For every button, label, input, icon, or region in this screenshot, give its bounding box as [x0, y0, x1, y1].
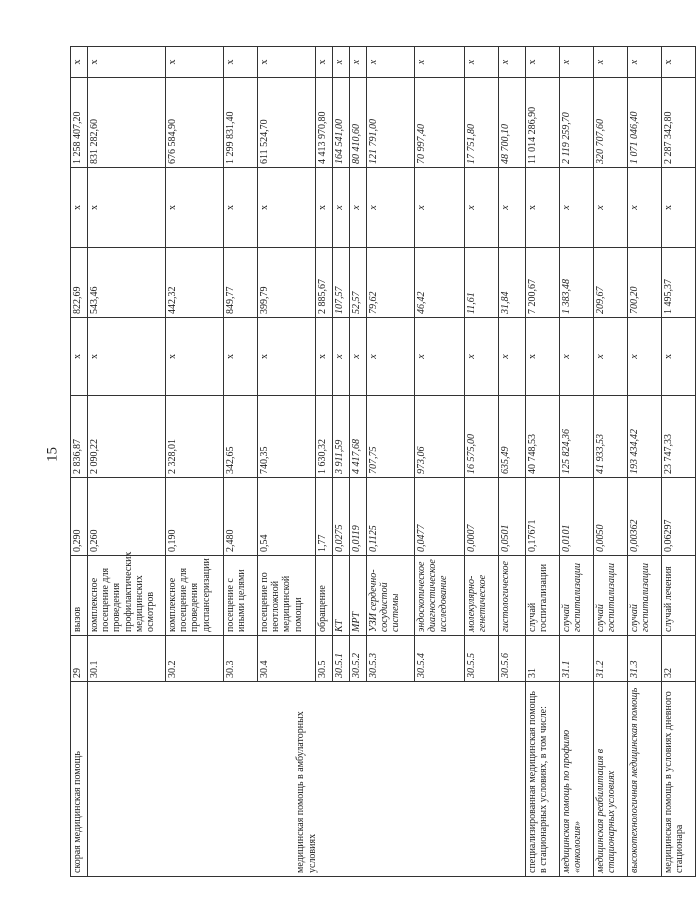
row-col7: 107,57 — [333, 248, 350, 318]
row-label: медицинская помощь в условиях дневного стационара — [662, 682, 696, 877]
row-unit: обращение — [316, 556, 333, 636]
row-cost: 2 836,87 — [71, 396, 88, 478]
row-col8: x — [526, 168, 560, 248]
row-unit: случай госпитализации — [628, 556, 662, 636]
row-col9: 1 299 831,40 — [224, 78, 258, 168]
row-unit: случай госпитализации — [526, 556, 560, 636]
row-col6: x — [166, 318, 224, 396]
row-norm: 0,0050 — [594, 478, 628, 556]
row-col8: x — [560, 168, 594, 248]
row-col7: 46,42 — [415, 248, 465, 318]
row-col8: x — [350, 168, 367, 248]
row-col10: x — [662, 47, 696, 78]
row-unit: случай госпитализации — [560, 556, 594, 636]
row-col8: x — [628, 168, 662, 248]
row-col6: x — [71, 318, 88, 396]
row-norm: 0,0477 — [415, 478, 465, 556]
row-cost: 3 911,59 — [333, 396, 350, 478]
row-col9: 11 014 286,90 — [526, 78, 560, 168]
row-col9: 611 524,70 — [258, 78, 316, 168]
row-col10: x — [526, 47, 560, 78]
row-col8: x — [224, 168, 258, 248]
row-cost: 16 575,00 — [465, 396, 499, 478]
row-norm: 0,0101 — [560, 478, 594, 556]
row-col6: x — [499, 318, 526, 396]
row-col8: x — [258, 168, 316, 248]
row-code: 32 — [662, 636, 696, 682]
table-row — [594, 47, 628, 877]
financing-table — [70, 46, 696, 877]
row-code: 31.2 — [594, 636, 628, 682]
row-unit: эндоскопическое диагностическое исследование — [415, 556, 465, 636]
row-col9: 320 707,60 — [594, 78, 628, 168]
row-col10: x — [415, 47, 465, 78]
row-col8: x — [415, 168, 465, 248]
row-col6: x — [465, 318, 499, 396]
row-col9: 121 791,00 — [367, 78, 415, 168]
row-col7: 1 383,48 — [560, 248, 594, 318]
table-row — [88, 47, 166, 877]
row-norm: 0,54 — [258, 478, 316, 556]
row-unit: МРТ — [350, 556, 367, 636]
row-col9: 2 287 342,80 — [662, 78, 696, 168]
table-row — [628, 47, 662, 877]
row-col7: 79,62 — [367, 248, 415, 318]
row-unit: комплексное посещение для проведения диспансеризации — [166, 556, 224, 636]
row-col6: x — [316, 318, 333, 396]
row-cost: 1 630,32 — [316, 396, 333, 478]
row-label: высокотехнологичная медицинская помощь — [628, 682, 662, 877]
row-col9: 17 751,80 — [465, 78, 499, 168]
row-norm: 0,0275 — [333, 478, 350, 556]
row-col8: x — [166, 168, 224, 248]
row-unit: случай госпитализации — [594, 556, 628, 636]
row-col6: x — [333, 318, 350, 396]
row-col9: 48 700,10 — [499, 78, 526, 168]
row-norm: 0,260 — [88, 478, 166, 556]
row-cost: 125 824,36 — [560, 396, 594, 478]
row-unit: КТ — [333, 556, 350, 636]
row-col6: x — [415, 318, 465, 396]
row-col7: 52,57 — [350, 248, 367, 318]
row-col10: x — [594, 47, 628, 78]
row-label: медицинская помощь по профилю «онкология» — [560, 682, 594, 877]
row-col6: x — [628, 318, 662, 396]
row-col8: x — [367, 168, 415, 248]
row-col7: 822,69 — [71, 248, 88, 318]
row-unit: комплексное посещение для проведения профилактических медицинских осмотров — [88, 556, 166, 636]
page-number: 15 — [44, 447, 61, 462]
row-code: 30.4 — [258, 636, 316, 682]
row-norm: 1,77 — [316, 478, 333, 556]
row-code: 30.5.1 — [333, 636, 350, 682]
row-col8: x — [465, 168, 499, 248]
row-col9: 70 997,40 — [415, 78, 465, 168]
row-col9: 80 410,60 — [350, 78, 367, 168]
row-col10: x — [333, 47, 350, 78]
row-col6: x — [224, 318, 258, 396]
row-cost: 2 328,01 — [166, 396, 224, 478]
row-code: 30.5.5 — [465, 636, 499, 682]
table-row — [662, 47, 696, 877]
row-col7: 209,67 — [594, 248, 628, 318]
table-row — [526, 47, 560, 877]
row-col8: x — [71, 168, 88, 248]
row-code: 30.3 — [224, 636, 258, 682]
row-col9: 831 282,60 — [88, 78, 166, 168]
row-norm: 0,00362 — [628, 478, 662, 556]
row-col9: 4 413 970,80 — [316, 78, 333, 168]
row-cost: 23 747,33 — [662, 396, 696, 478]
row-col10: x — [71, 47, 88, 78]
row-unit: вызов — [71, 556, 88, 636]
row-col10: x — [499, 47, 526, 78]
row-unit: УЗИ сердечно-сосудистой системы — [367, 556, 415, 636]
row-col10: x — [560, 47, 594, 78]
row-col9: 2 119 259,70 — [560, 78, 594, 168]
row-col10: x — [224, 47, 258, 78]
row-unit: посещение с иными целями — [224, 556, 258, 636]
row-col6: x — [526, 318, 560, 396]
row-norm: 0,0501 — [499, 478, 526, 556]
row-col8: x — [88, 168, 166, 248]
row-norm: 2,480 — [224, 478, 258, 556]
row-col6: x — [258, 318, 316, 396]
row-col9: 1 258 407,20 — [71, 78, 88, 168]
row-norm: 0,290 — [71, 478, 88, 556]
row-col10: x — [316, 47, 333, 78]
row-code: 30.1 — [88, 636, 166, 682]
row-col6: x — [662, 318, 696, 396]
row-code: 30.5.4 — [415, 636, 465, 682]
row-code: 30.5.6 — [499, 636, 526, 682]
row-col7: 442,32 — [166, 248, 224, 318]
row-col7: 2 885,67 — [316, 248, 333, 318]
row-norm: 0,0119 — [350, 478, 367, 556]
row-cost: 973,06 — [415, 396, 465, 478]
row-col8: x — [333, 168, 350, 248]
row-norm: 0,0007 — [465, 478, 499, 556]
row-label: специализированная медицинская помощь в стационарных условиях, в том числе: — [526, 682, 560, 877]
row-col6: x — [594, 318, 628, 396]
row-unit: молекулярно-генетическое — [465, 556, 499, 636]
row-norm: 0,1125 — [367, 478, 415, 556]
row-col9: 1 071 046,40 — [628, 78, 662, 168]
row-cost: 2 090,22 — [88, 396, 166, 478]
row-col7: 7 200,67 — [526, 248, 560, 318]
row-code: 31 — [526, 636, 560, 682]
row-cost: 740,35 — [258, 396, 316, 478]
row-col7: 1 495,37 — [662, 248, 696, 318]
row-unit: случай лечения — [662, 556, 696, 636]
row-cost: 193 434,42 — [628, 396, 662, 478]
row-col9: 164 541,00 — [333, 78, 350, 168]
row-cost: 635,49 — [499, 396, 526, 478]
row-col6: x — [88, 318, 166, 396]
row-code: 30.2 — [166, 636, 224, 682]
row-cost: 707,75 — [367, 396, 415, 478]
row-col8: x — [499, 168, 526, 248]
row-col8: x — [594, 168, 628, 248]
row-code: 31.3 — [628, 636, 662, 682]
row-col10: x — [258, 47, 316, 78]
row-col10: x — [350, 47, 367, 78]
row-norm: 0,17671 — [526, 478, 560, 556]
table-row — [560, 47, 594, 877]
row-norm: 0,190 — [166, 478, 224, 556]
row-col10: x — [367, 47, 415, 78]
row-col6: x — [560, 318, 594, 396]
row-col10: x — [88, 47, 166, 78]
row-col7: 849,77 — [224, 248, 258, 318]
row-col7: 700,20 — [628, 248, 662, 318]
ambulatory-label: медицинская помощь в амбулаторных условиях — [88, 682, 526, 877]
row-norm: 0,06297 — [662, 478, 696, 556]
row-cost: 40 748,53 — [526, 396, 560, 478]
row-label: медицинская реабилитация в стационарных условиях — [594, 682, 628, 877]
table-row — [71, 47, 88, 877]
row-unit: гистологическое — [499, 556, 526, 636]
row-code: 30.5.3 — [367, 636, 415, 682]
row-code: 30.5 — [316, 636, 333, 682]
row-col8: x — [662, 168, 696, 248]
row-col10: x — [166, 47, 224, 78]
row-col6: x — [350, 318, 367, 396]
row-cost: 41 933,53 — [594, 396, 628, 478]
row-col8: x — [316, 168, 333, 248]
row-unit: посещение по неотложной медицинской помощи — [258, 556, 316, 636]
row-col9: 676 584,90 — [166, 78, 224, 168]
row-cost: 342,65 — [224, 396, 258, 478]
row-col10: x — [628, 47, 662, 78]
row-code: 29 — [71, 636, 88, 682]
row-col7: 543,46 — [88, 248, 166, 318]
row-col10: x — [465, 47, 499, 78]
row-cost: 4 417,68 — [350, 396, 367, 478]
row-col7: 399,79 — [258, 248, 316, 318]
row-label: скорая медицинская помощь — [71, 682, 88, 877]
row-col7: 31,84 — [499, 248, 526, 318]
row-col7: 11,61 — [465, 248, 499, 318]
row-code: 31.1 — [560, 636, 594, 682]
row-col6: x — [367, 318, 415, 396]
row-code: 30.5.2 — [350, 636, 367, 682]
